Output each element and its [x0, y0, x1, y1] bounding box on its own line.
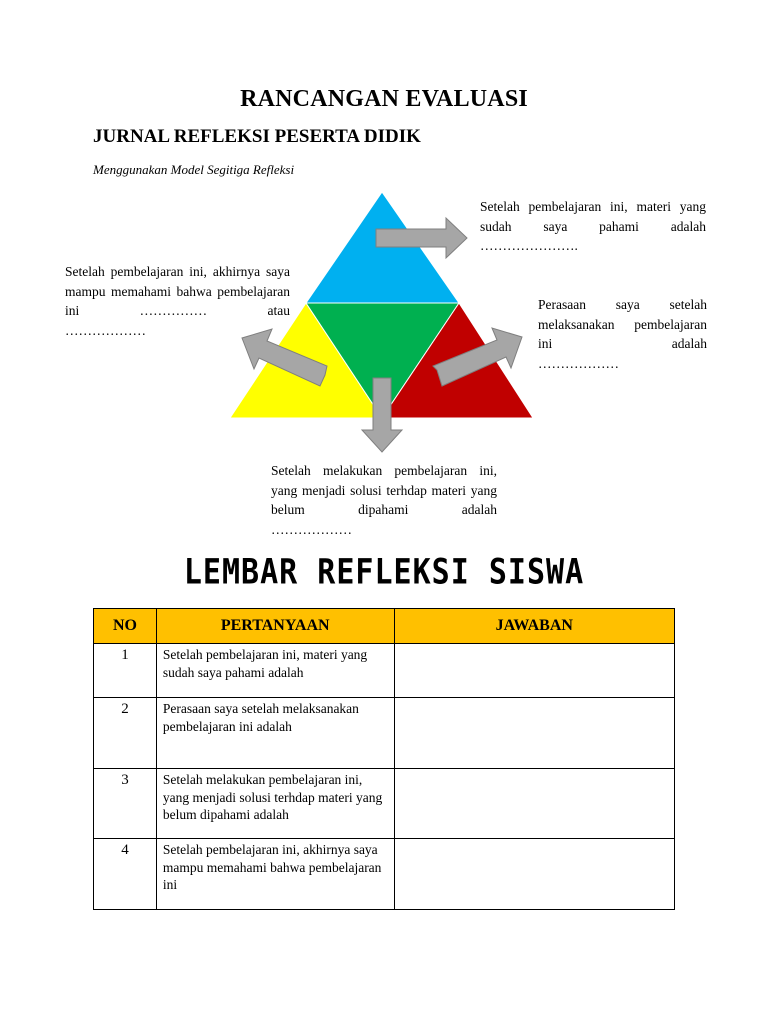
reflection-table	[93, 608, 675, 910]
reflection-sheet-title: LEMBAR REFLEKSI SISWA	[183, 552, 585, 593]
row-answer-cell[interactable]	[394, 644, 674, 698]
row-answer-cell[interactable]	[394, 839, 674, 910]
row-question: Setelah melakukan pembelajaran ini, yang menjadi solusi terhdap materi yang belum dipahami adalah	[156, 769, 394, 839]
prompt-solution-text: Setelah melakukan pembelajaran ini, yang menjadi solusi terhdap materi yang belum dipahami adalah	[271, 463, 497, 517]
row-question: Setelah pembelajaran ini, materi yang sudah saya pahami adalah	[156, 644, 394, 698]
row-answer-cell[interactable]	[394, 698, 674, 769]
row-answer-cell[interactable]	[394, 769, 674, 839]
prompt-feelings	[538, 295, 707, 373]
prompt-final-understanding-text: Setelah pembelajaran ini, akhirnya saya mampu memahami bahwa pembelajaran ini	[65, 264, 290, 318]
prompt-final-understanding-dots: ………………	[65, 322, 146, 338]
prompt-final-understanding-tail: …………… atau	[139, 303, 290, 318]
table-row	[94, 644, 675, 698]
prompt-understood-material	[480, 197, 706, 256]
row-question: Setelah pembelajaran ini, akhirnya saya mampu memahami bahwa pembelajaran ini	[156, 839, 394, 910]
table-row	[94, 769, 675, 839]
row-question: Perasaan saya setelah melaksanakan pembelajaran ini adalah	[156, 698, 394, 769]
table-header-row	[94, 609, 675, 644]
prompt-solution-dots: ………………	[271, 521, 352, 537]
prompt-feelings-text: Perasaan saya setelah melaksanakan pembelajaran ini adalah	[538, 297, 707, 351]
table-row	[94, 698, 675, 769]
row-number: 4	[94, 839, 157, 910]
table-row	[94, 839, 675, 910]
row-number: 3	[94, 769, 157, 839]
model-note: Menggunakan Model Segitiga Refleksi	[93, 162, 295, 177]
prompt-solution	[271, 461, 497, 539]
journal-subtitle: JURNAL REFLEKSI PESERTA DIDIK	[93, 126, 421, 147]
page-title: RANCANGAN EVALUASI	[240, 86, 528, 112]
prompt-understood-dots: ………………….	[480, 238, 578, 253]
prompt-feelings-dots: ………………	[538, 355, 619, 371]
column-header-no: NO	[94, 609, 157, 644]
column-header-answer: JAWABAN	[394, 609, 674, 644]
prompt-understood-text: Setelah pembelajaran ini, materi yang sudah saya pahami adalah	[480, 199, 706, 234]
row-number: 2	[94, 698, 157, 769]
prompt-final-understanding	[65, 262, 290, 340]
row-number: 1	[94, 644, 157, 698]
column-header-question: PERTANYAAN	[156, 609, 394, 644]
